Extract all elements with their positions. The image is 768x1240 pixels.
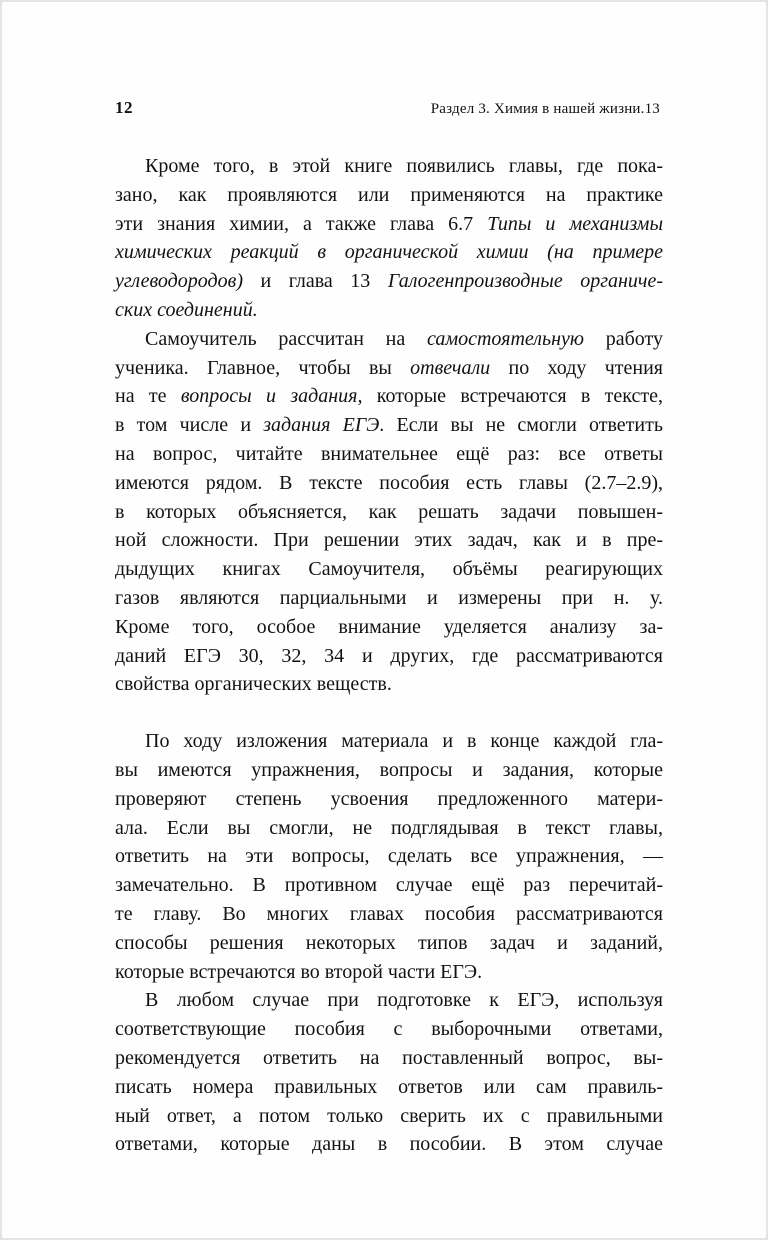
text-segment: Кроме того, в этой книге появились главы, где пока- xyxy=(145,155,663,177)
text-line xyxy=(115,498,663,527)
text-segment: По ходу изложения материала и в конце каждой гла- xyxy=(145,730,663,753)
text-segment: в том числе и xyxy=(115,414,264,437)
paragraph xyxy=(115,986,663,1159)
text-line xyxy=(115,469,663,498)
page-body xyxy=(115,152,663,1159)
text-segment: в которых объясняется, как решать задачи повышен- xyxy=(115,500,663,523)
text-segment: ученика. Главное, чтобы вы xyxy=(115,356,411,379)
text-segment: даний ЕГЭ 30, 32, 34 и других, где рассматриваются xyxy=(115,644,663,667)
italic-text-segment: Галогенпроизводные органиче- xyxy=(387,270,664,293)
text-segment: ответить на эти вопросы, сделать все упражнения, — xyxy=(115,845,663,868)
text-segment: способы решения некоторых типов задач и заданий, xyxy=(115,931,663,954)
text-line xyxy=(115,670,663,699)
running-title: Раздел 3. Химия в нашей жизни.13 xyxy=(430,101,660,117)
text-line xyxy=(115,986,663,1015)
text-segment: соответствующие пособия с выборочными ответами, xyxy=(115,1018,663,1041)
text-line xyxy=(115,785,663,814)
text-segment: Кроме того, особое внимание уделяется анализу за- xyxy=(115,615,663,638)
text-segment: газов являются парциальными и измерены при н. у. xyxy=(115,586,663,609)
text-line xyxy=(115,842,663,871)
text-segment: те главу. Во многих главах пособия рассматриваются xyxy=(115,902,663,925)
text-line xyxy=(115,642,663,671)
italic-text-segment: химических реакций в органической химии (на примере xyxy=(115,241,663,264)
text-segment: ной сложности. При решении этих задач, как и в пре- xyxy=(115,529,663,552)
text-segment: и глава 13 xyxy=(242,270,388,293)
text-segment: писать номера правильных ответов или сам правиль- xyxy=(115,1075,663,1098)
text-segment: работу xyxy=(584,327,664,350)
text-segment: В любом случае при подготовке к ЕГЭ, используя xyxy=(145,989,663,1012)
text-line xyxy=(115,238,663,267)
page-header xyxy=(115,98,660,118)
text-line xyxy=(115,181,663,210)
text-segment: по ходу чтения xyxy=(490,356,663,379)
text-segment: замечательно. В противном случае ещё раз перечитай- xyxy=(115,874,663,897)
text-segment: ответами, которые даны в пособии. В этом случае xyxy=(115,1133,663,1156)
text-segment: на те xyxy=(115,385,181,408)
text-line xyxy=(115,929,663,958)
text-line xyxy=(115,526,663,555)
text-segment: зано, как проявляются или применяются на практике xyxy=(115,183,663,206)
italic-text-segment: задания ЕГЭ xyxy=(263,414,380,437)
text-segment: . Если вы не смогли ответить xyxy=(379,414,663,437)
text-segment: которые встречаются во второй части ЕГЭ. xyxy=(115,960,483,983)
text-line xyxy=(115,958,663,987)
text-line xyxy=(115,411,663,440)
text-line xyxy=(115,727,663,756)
italic-text-segment: самостоятельную xyxy=(426,327,584,350)
text-segment: эти знания химии, а также глава 6.7 xyxy=(115,212,488,235)
text-line xyxy=(115,354,663,383)
italic-text-segment: углеводородов) xyxy=(115,270,243,293)
text-line xyxy=(115,584,663,613)
text-segment: ный ответ, а потом только сверить их с правильными xyxy=(115,1104,663,1127)
text-segment: проверяют степень усвоения предложенного матери- xyxy=(115,787,663,810)
text-segment: на вопрос, читайте внимательнее ещё раз: все ответы xyxy=(115,442,663,465)
text-segment: рекомендуется ответить на поставленный вопрос, вы- xyxy=(115,1046,663,1069)
italic-text-segment: вопросы и задания, xyxy=(180,385,363,408)
text-line xyxy=(115,1130,663,1159)
text-line xyxy=(115,1073,663,1102)
text-line xyxy=(115,325,663,354)
text-line xyxy=(115,1102,663,1131)
text-line xyxy=(115,756,663,785)
text-line xyxy=(115,440,663,469)
italic-text-segment: Типы и механизмы xyxy=(487,212,663,235)
text-line xyxy=(115,1044,663,1073)
text-line xyxy=(115,900,663,929)
text-line xyxy=(115,267,663,296)
text-line xyxy=(115,555,663,584)
text-line xyxy=(115,382,663,411)
text-line xyxy=(115,210,663,239)
text-line xyxy=(115,1015,663,1044)
italic-text-segment: отвечали xyxy=(410,356,491,379)
text-line xyxy=(115,871,663,900)
page-number: 12 xyxy=(115,98,133,117)
text-segment: Самоучитель рассчитан на xyxy=(145,327,427,350)
text-line xyxy=(115,296,663,325)
text-segment: которые встречаются в тексте, xyxy=(362,385,663,408)
text-segment: дыдущих книгах Самоучителя, объёмы реагирующих xyxy=(115,558,663,581)
paragraph xyxy=(115,152,663,325)
text-line xyxy=(115,613,663,642)
italic-text-segment: ских соединений. xyxy=(115,298,258,321)
text-segment: вы имеются упражнения, вопросы и задания, которые xyxy=(115,758,663,781)
text-line xyxy=(115,814,663,843)
paragraph xyxy=(115,325,663,699)
text-segment: свойства органических веществ. xyxy=(115,673,392,696)
text-line xyxy=(115,152,663,181)
text-segment: имеются рядом. В тексте пособия есть главы (2.7–2.9), xyxy=(115,471,663,494)
paragraph xyxy=(115,727,663,986)
text-segment: ала. Если вы смогли, не подглядывая в текст главы, xyxy=(115,816,663,839)
